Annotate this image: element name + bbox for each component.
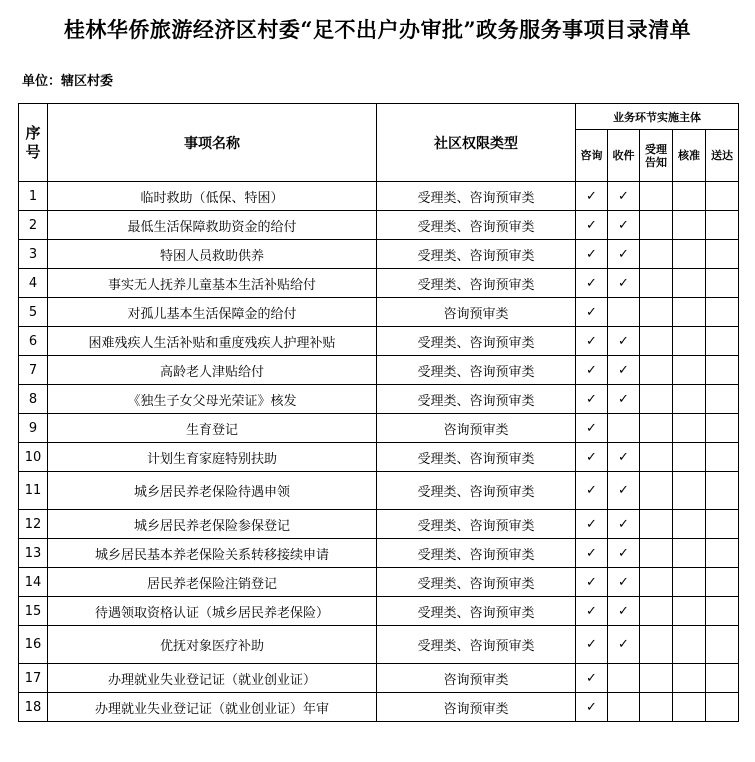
item-name: 办理就业失业登记证（就业创业证）	[48, 664, 377, 693]
stage-consult-cell	[576, 269, 608, 298]
header-stage-deliver: 送达	[706, 130, 739, 182]
check-mark-icon: ✓	[586, 275, 597, 291]
check-mark-icon: ✓	[586, 545, 597, 561]
header-stage-approve: 核准	[673, 130, 706, 182]
header-stage-notify: 受理告知	[640, 130, 673, 182]
stage-deliver-cell	[706, 693, 739, 722]
stage-deliver-cell	[706, 626, 739, 664]
stage-notify-cell	[640, 664, 673, 693]
permission-type: 受理类、咨询预审类	[377, 568, 576, 597]
stage-approve-cell	[673, 327, 706, 356]
table-row	[19, 664, 739, 693]
stage-notify-cell	[640, 269, 673, 298]
stage-notify-cell	[640, 356, 673, 385]
row-number: 14	[19, 568, 48, 597]
check-mark-icon: ✓	[586, 217, 597, 233]
stage-deliver-cell	[706, 597, 739, 626]
stage-receive-cell	[608, 664, 640, 693]
stage-approve-cell	[673, 568, 706, 597]
stage-approve-cell	[673, 693, 706, 722]
stage-deliver-cell	[706, 356, 739, 385]
stage-deliver-cell	[706, 385, 739, 414]
stage-receive-cell	[608, 693, 640, 722]
check-mark-icon: ✓	[586, 304, 597, 320]
item-name: 最低生活保障救助资金的给付	[48, 211, 377, 240]
permission-type: 受理类、咨询预审类	[377, 385, 576, 414]
table-row	[19, 472, 739, 510]
stage-consult-cell	[576, 539, 608, 568]
stage-notify-cell	[640, 510, 673, 539]
permission-type: 受理类、咨询预审类	[377, 443, 576, 472]
stage-consult-cell	[576, 510, 608, 539]
stage-consult-cell	[576, 385, 608, 414]
unit-label: 单位：辖区村委	[22, 74, 114, 89]
check-mark-icon: ✓	[586, 603, 597, 619]
row-number: 5	[19, 298, 48, 327]
check-mark-icon: ✓	[586, 670, 597, 686]
row-number: 15	[19, 597, 48, 626]
header-stage-group: 业务环节实施主体	[576, 104, 739, 130]
item-name: 临时救助（低保、特困）	[48, 182, 377, 211]
stage-approve-cell	[673, 597, 706, 626]
check-mark-icon: ✓	[586, 333, 597, 349]
stage-notify-cell	[640, 626, 673, 664]
table-row	[19, 626, 739, 664]
row-number: 2	[19, 211, 48, 240]
stage-notify-cell	[640, 693, 673, 722]
stage-consult-cell	[576, 327, 608, 356]
item-name: 城乡居民养老保险参保登记	[48, 510, 377, 539]
permission-type: 咨询预审类	[377, 664, 576, 693]
stage-receive-cell	[608, 182, 640, 211]
permission-type: 受理类、咨询预审类	[377, 472, 576, 510]
check-mark-icon: ✓	[618, 574, 629, 590]
row-number: 9	[19, 414, 48, 443]
table-row	[19, 443, 739, 472]
stage-deliver-cell	[706, 539, 739, 568]
item-name: 事实无人抚养儿童基本生活补贴给付	[48, 269, 377, 298]
stage-notify-cell	[640, 385, 673, 414]
stage-approve-cell	[673, 356, 706, 385]
header-name: 事项名称	[48, 104, 377, 182]
stage-consult-cell	[576, 568, 608, 597]
check-mark-icon: ✓	[586, 637, 597, 652]
stage-receive-cell	[608, 298, 640, 327]
stage-receive-cell	[608, 568, 640, 597]
row-number: 6	[19, 327, 48, 356]
check-mark-icon: ✓	[618, 246, 629, 262]
stage-receive-cell	[608, 269, 640, 298]
item-name: 特困人员救助供养	[48, 240, 377, 269]
check-mark-icon: ✓	[618, 545, 629, 561]
check-mark-icon: ✓	[586, 362, 597, 378]
stage-receive-cell	[608, 385, 640, 414]
item-name: 计划生育家庭特别扶助	[48, 443, 377, 472]
stage-receive-cell	[608, 443, 640, 472]
stage-approve-cell	[673, 626, 706, 664]
table-row	[19, 597, 739, 626]
table-row	[19, 385, 739, 414]
stage-consult-cell	[576, 240, 608, 269]
permission-type: 受理类、咨询预审类	[377, 510, 576, 539]
stage-notify-cell	[640, 539, 673, 568]
stage-deliver-cell	[706, 472, 739, 510]
check-mark-icon: ✓	[618, 391, 629, 407]
stage-notify-cell	[640, 414, 673, 443]
check-mark-icon: ✓	[618, 333, 629, 349]
row-number: 11	[19, 472, 48, 510]
check-mark-icon: ✓	[618, 188, 629, 204]
table-row	[19, 510, 739, 539]
permission-type: 受理类、咨询预审类	[377, 539, 576, 568]
stage-consult-cell	[576, 414, 608, 443]
stage-receive-cell	[608, 356, 640, 385]
stage-approve-cell	[673, 240, 706, 269]
row-number: 10	[19, 443, 48, 472]
table-row	[19, 269, 739, 298]
service-items-table	[18, 103, 739, 722]
check-mark-icon: ✓	[618, 362, 629, 378]
stage-notify-cell	[640, 443, 673, 472]
stage-deliver-cell	[706, 664, 739, 693]
table-row	[19, 356, 739, 385]
stage-receive-cell	[608, 597, 640, 626]
stage-approve-cell	[673, 182, 706, 211]
stage-notify-cell	[640, 597, 673, 626]
stage-consult-cell	[576, 597, 608, 626]
table-header	[19, 104, 739, 182]
check-mark-icon: ✓	[618, 449, 629, 465]
stage-consult-cell	[576, 443, 608, 472]
stage-consult-cell	[576, 693, 608, 722]
permission-type: 受理类、咨询预审类	[377, 626, 576, 664]
stage-approve-cell	[673, 211, 706, 240]
header-stage-consult: 咨询	[576, 130, 608, 182]
table-row	[19, 414, 739, 443]
row-number: 12	[19, 510, 48, 539]
stage-deliver-cell	[706, 568, 739, 597]
table-row	[19, 327, 739, 356]
stage-receive-cell	[608, 327, 640, 356]
stage-notify-cell	[640, 211, 673, 240]
stage-approve-cell	[673, 385, 706, 414]
permission-type: 受理类、咨询预审类	[377, 269, 576, 298]
row-number: 18	[19, 693, 48, 722]
stage-deliver-cell	[706, 327, 739, 356]
header-stage-receive: 收件	[608, 130, 640, 182]
stage-consult-cell	[576, 211, 608, 240]
check-mark-icon: ✓	[618, 275, 629, 291]
check-mark-icon: ✓	[586, 699, 597, 715]
stage-receive-cell	[608, 414, 640, 443]
check-mark-icon: ✓	[618, 637, 629, 652]
table-row	[19, 211, 739, 240]
check-mark-icon: ✓	[618, 483, 629, 498]
check-mark-icon: ✓	[586, 483, 597, 498]
check-mark-icon: ✓	[586, 449, 597, 465]
table-row	[19, 539, 739, 568]
stage-approve-cell	[673, 510, 706, 539]
stage-consult-cell	[576, 664, 608, 693]
stage-deliver-cell	[706, 269, 739, 298]
stage-approve-cell	[673, 269, 706, 298]
stage-receive-cell	[608, 472, 640, 510]
row-number: 7	[19, 356, 48, 385]
permission-type: 受理类、咨询预审类	[377, 211, 576, 240]
stage-deliver-cell	[706, 298, 739, 327]
check-mark-icon: ✓	[618, 516, 629, 532]
stage-consult-cell	[576, 298, 608, 327]
stage-approve-cell	[673, 472, 706, 510]
check-mark-icon: ✓	[586, 246, 597, 262]
item-name: 待遇领取资格认证（城乡居民养老保险）	[48, 597, 377, 626]
stage-deliver-cell	[706, 414, 739, 443]
item-name: 生育登记	[48, 414, 377, 443]
table-body	[19, 182, 739, 722]
table-row	[19, 240, 739, 269]
row-number: 1	[19, 182, 48, 211]
row-number: 3	[19, 240, 48, 269]
check-mark-icon: ✓	[586, 420, 597, 436]
permission-type: 咨询预审类	[377, 414, 576, 443]
stage-approve-cell	[673, 539, 706, 568]
row-number: 17	[19, 664, 48, 693]
item-name: 《独生子女父母光荣证》核发	[48, 385, 377, 414]
check-mark-icon: ✓	[618, 603, 629, 619]
stage-notify-cell	[640, 327, 673, 356]
stage-receive-cell	[608, 626, 640, 664]
table-row	[19, 182, 739, 211]
stage-approve-cell	[673, 443, 706, 472]
stage-approve-cell	[673, 664, 706, 693]
check-mark-icon: ✓	[586, 516, 597, 532]
permission-type: 受理类、咨询预审类	[377, 356, 576, 385]
item-name: 对孤儿基本生活保障金的给付	[48, 298, 377, 327]
row-number: 16	[19, 626, 48, 664]
row-number: 13	[19, 539, 48, 568]
item-name: 办理就业失业登记证（就业创业证）年审	[48, 693, 377, 722]
stage-consult-cell	[576, 182, 608, 211]
row-number: 8	[19, 385, 48, 414]
row-number: 4	[19, 269, 48, 298]
stage-deliver-cell	[706, 211, 739, 240]
check-mark-icon: ✓	[618, 217, 629, 233]
permission-type: 咨询预审类	[377, 298, 576, 327]
check-mark-icon: ✓	[586, 574, 597, 590]
stage-receive-cell	[608, 211, 640, 240]
stage-notify-cell	[640, 182, 673, 211]
item-name: 城乡居民养老保险待遇申领	[48, 472, 377, 510]
stage-receive-cell	[608, 510, 640, 539]
table-row	[19, 693, 739, 722]
check-mark-icon: ✓	[586, 391, 597, 407]
header-seq: 序号	[19, 104, 48, 182]
permission-type: 受理类、咨询预审类	[377, 597, 576, 626]
stage-deliver-cell	[706, 510, 739, 539]
table-row	[19, 298, 739, 327]
page-title: 桂林华侨旅游经济区村委“足不出户办审批”政务服务事项目录清单	[63, 17, 692, 42]
stage-notify-cell	[640, 240, 673, 269]
stage-receive-cell	[608, 539, 640, 568]
item-name: 优抚对象医疗补助	[48, 626, 377, 664]
permission-type: 受理类、咨询预审类	[377, 182, 576, 211]
table-row	[19, 568, 739, 597]
stage-deliver-cell	[706, 240, 739, 269]
stage-consult-cell	[576, 626, 608, 664]
stage-approve-cell	[673, 414, 706, 443]
item-name: 城乡居民基本养老保险关系转移接续申请	[48, 539, 377, 568]
stage-deliver-cell	[706, 182, 739, 211]
stage-notify-cell	[640, 298, 673, 327]
check-mark-icon: ✓	[586, 188, 597, 204]
permission-type: 受理类、咨询预审类	[377, 240, 576, 269]
header-type: 社区权限类型	[377, 104, 576, 182]
stage-receive-cell	[608, 240, 640, 269]
stage-consult-cell	[576, 356, 608, 385]
item-name: 困难残疾人生活补贴和重度残疾人护理补贴	[48, 327, 377, 356]
stage-consult-cell	[576, 472, 608, 510]
stage-notify-cell	[640, 568, 673, 597]
stage-deliver-cell	[706, 443, 739, 472]
item-name: 居民养老保险注销登记	[48, 568, 377, 597]
stage-notify-cell	[640, 472, 673, 510]
stage-approve-cell	[673, 298, 706, 327]
item-name: 高龄老人津贴给付	[48, 356, 377, 385]
permission-type: 咨询预审类	[377, 693, 576, 722]
permission-type: 受理类、咨询预审类	[377, 327, 576, 356]
